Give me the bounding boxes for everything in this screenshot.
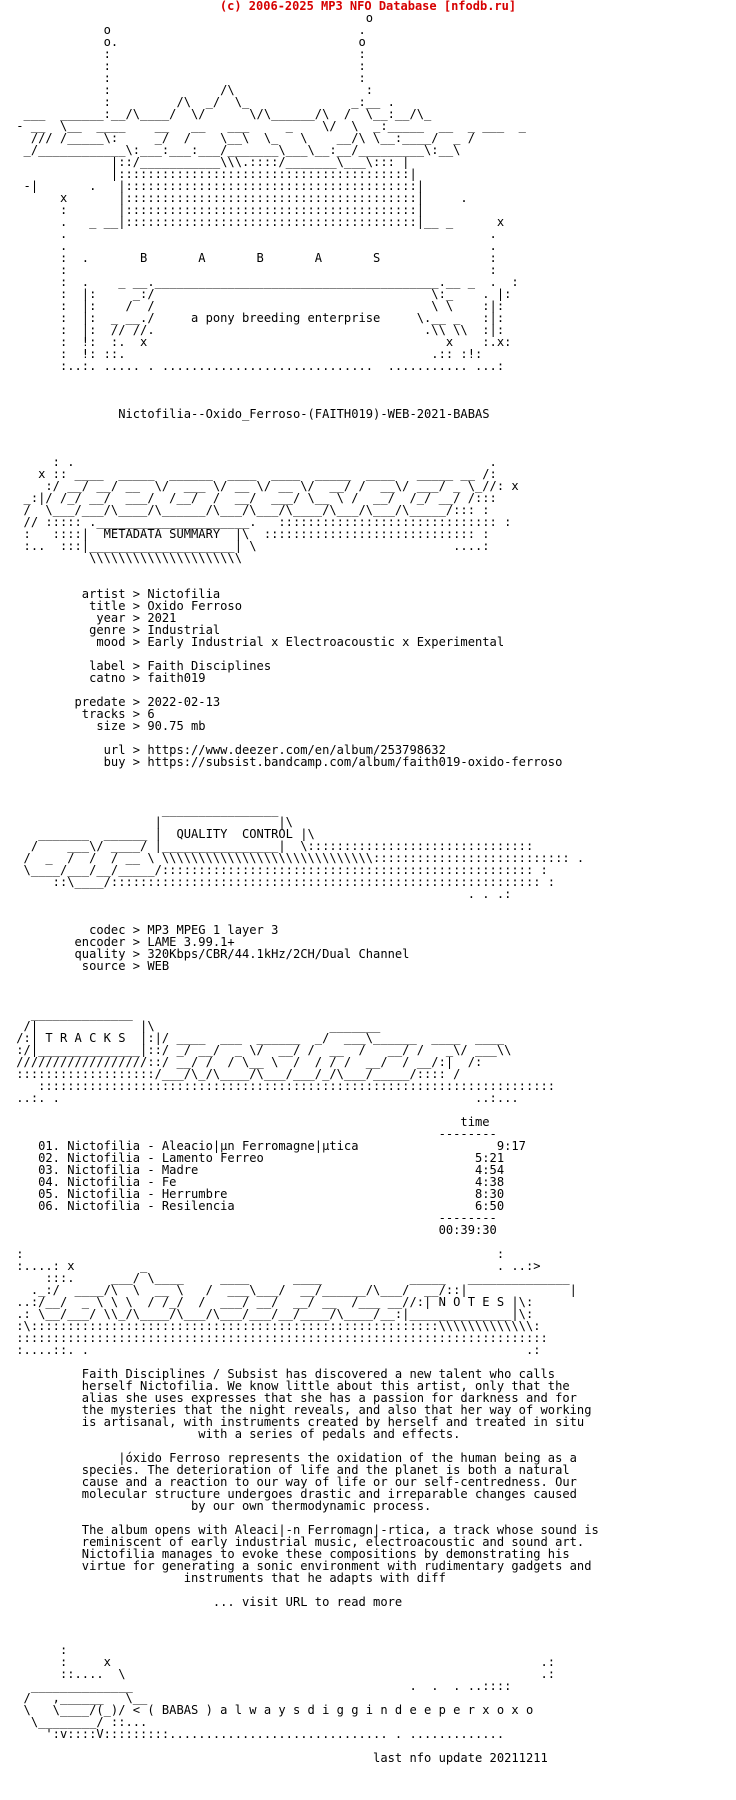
nfo-line: Nictofilia--Oxido_Ferroso-(FAITH019)-WEB-2021-BABAS xyxy=(9,407,490,421)
nfo-line: ___ ______:__/\____/ \/ \/\______/\ / \__:__/\_ xyxy=(9,107,432,121)
nfo-line: \____/___/__/_____/::::::::::::::::::::::::::::::::::::::::::::::::::: : xyxy=(9,863,548,877)
nfo-line: : /\ : xyxy=(9,83,374,97)
nfo-line: ..:/__/ _ \ \ \ / /_/ / ___/ __/ __/ __ /___ __//:| N O T E S |\: xyxy=(9,1295,534,1309)
nfo-line: by our own thermodynamic process. xyxy=(9,1499,432,1513)
nfo-line: time xyxy=(9,1115,490,1129)
nfo-line: last nfo update 20211211 xyxy=(9,1751,548,1765)
nfo-line: : |: _ __./ a pony breeding enterprise \.__ _ :|: xyxy=(9,311,505,325)
nfo-line: :/|______________|::/ _/ __/ _ \/ __/ / __ / __/ / _\/ ___\\ xyxy=(9,1043,512,1057)
nfo-line: title > Oxido Ferroso xyxy=(9,599,242,613)
nfo-line: is artisanal, with instruments created by herself and treated in situ xyxy=(9,1415,585,1429)
nfo-line: :....::. . .: xyxy=(9,1343,541,1357)
nfo-line: buy > https://subsist.bandcamp.com/album/faith019-oxido-ferroso xyxy=(9,755,563,769)
nfo-line: _/____________\:___:___:___/_______\___\__:__/_________\:__\ xyxy=(9,143,461,157)
nfo-line: genre > Industrial xyxy=(9,623,221,637)
nfo-line: /| |\ _______ xyxy=(9,1019,381,1033)
nfo-line: o xyxy=(9,11,374,25)
nfo-line: year > 2021 xyxy=(9,611,177,625)
nfo-line: /:| T R A C K S |:|/ ____ ___ ______ _/ ___\______ ____ ____ xyxy=(9,1031,505,1045)
nfo-line: \\\\\\\\\\\\\\\\\\\\\ xyxy=(9,551,242,565)
nfo-line: 02. Nictofilia - Lamento Ferreo 5:21 xyxy=(9,1151,505,1165)
nfo-line: //////////////////::/ __/ / / \__ \ / / / / __/ / __/:| /: xyxy=(9,1055,483,1069)
nfo-line: url > https://www.deezer.com/en/album/253798632 xyxy=(9,743,446,757)
nfo-line: : : xyxy=(9,1247,505,1261)
nfo-line: / ___\/ ____/ |________________| \::::::::::::::::::::::::::::::: xyxy=(9,839,534,853)
nfo-line: alias she uses expresses that she has a passion for darkness and for xyxy=(9,1391,577,1405)
nfo-line: :.. :::|____________________| \ ....: xyxy=(9,539,490,553)
nfo-line: o. o xyxy=(9,35,366,49)
nfo-line: -| . |::::::::::::::::::::::::::::::::::::::::| xyxy=(9,179,425,193)
nfo-line: quality > 320Kbps/CBR/44.1kHz/2CH/Dual Channel xyxy=(9,947,410,961)
nfo-line: ::\____/::::::::::::::::::::::::::::::::::::::::::::::::::::::::::: : xyxy=(9,875,556,889)
nfo-line: 03. Nictofilia - Madre 4:54 xyxy=(9,1163,505,1177)
nfo-line: :....: x _ . ..:> xyxy=(9,1259,541,1273)
nfo-line: ..:. . ..:... xyxy=(9,1091,519,1105)
nfo-line: // ::::: ._____________________. :::::::::::::::::::::::::::::: : xyxy=(9,515,512,529)
nfo-line: the mysteries that the night reveals, and also that her way of working xyxy=(9,1403,592,1417)
nfo-line: ... visit URL to read more xyxy=(9,1595,403,1609)
nfo-line: reminiscent of early industrial music, electroacoustic and sound art. xyxy=(9,1535,585,1549)
nfo-line: ::::::::::::::::::::::::::::::::::::::::::::::::::::::::::::::::::::::: xyxy=(9,1079,556,1093)
nfo-line: : xyxy=(9,1643,68,1657)
nfo-line: _______ ______ | QUALITY CONTROL |\ xyxy=(9,827,315,841)
copyright-header: (c) 2006-2025 MP3 NFO Database [nfodb.ru] xyxy=(219,0,517,13)
nfo-line: ________________ xyxy=(9,803,279,817)
nfo-line: : !: :. x x :.x: xyxy=(9,335,512,349)
nfo-line: The album opens with Aleaci|-n Ferromagn|-rtica, a track whose sound is xyxy=(9,1523,599,1537)
nfo-line: 05. Nictofilia - Herrumbre 8:30 xyxy=(9,1187,505,1201)
nfo-line: :::. ___/ \____ ____ ____ _____ ______________ xyxy=(9,1271,570,1285)
nfo-line: : : xyxy=(9,71,366,85)
nfo-line: x :: ____ _____ ______ ____ ____ _____ ____ _____ __ /: xyxy=(9,467,497,481)
nfo-line: ':v::::V:::::::::.............................. . ............. xyxy=(9,1727,505,1741)
nfo-line: : : xyxy=(9,47,366,61)
nfo-line: -------- xyxy=(9,1211,497,1225)
nfo-line: herself Nictofilia. We know little about this artist, only that the xyxy=(9,1379,570,1393)
nfo-line: 04. Nictofilia - Fe 4:38 xyxy=(9,1175,505,1189)
nfo-line: : |: _:/ \:_ . |: xyxy=(9,287,512,301)
nfo-line: |óxido Ferroso represents the oxidation of the human being as a xyxy=(9,1451,577,1465)
nfo-line: 00:39:30 xyxy=(9,1223,497,1237)
nfo-line: . . xyxy=(9,227,497,241)
nfo-line: : /\ _/ \_ _:__ . xyxy=(9,95,395,109)
nfo-line: : . . xyxy=(9,455,497,469)
nfo-text xyxy=(9,12,599,1764)
nfo-line: ::.... \ .: xyxy=(9,1667,556,1681)
nfo-line: :..:. ..... . ............................. ........... ...: xyxy=(9,359,505,373)
nfo-line: ______________ xyxy=(9,1007,133,1021)
nfo-line: - __ \__ ____ __ __ ___ _ \/ \ _:_____ __ _ ___ _ xyxy=(9,119,526,133)
nfo-line: artist > Nictofilia xyxy=(9,587,221,601)
nfo-line: ______________ . . . ..:::: xyxy=(9,1679,512,1693)
nfo-line: : . _ __._______________________________________.__ _ . : xyxy=(9,275,519,289)
nfo-line: with a series of pedals and effects. xyxy=(9,1427,461,1441)
nfo-line: : . B A B A S : xyxy=(9,251,497,265)
nfo-line: \ \____/(_)/ < ( BABAS ) a l w a y s d i g g i n d e e p e r x o x o xyxy=(9,1703,534,1717)
nfo-line: predate > 2022-02-13 xyxy=(9,695,221,709)
nfo-line: . . .: xyxy=(9,887,512,901)
nfo-line: ::::::::::::::::::::::::::::::::::::::::::::::::::::::::::::::::::::::::: xyxy=(9,1331,548,1345)
nfo-line: size > 90.75 mb xyxy=(9,719,206,733)
nfo-line: :::::::::::::::::::/___/\_/\____/\___/___/_/\___/_____/:::: / xyxy=(9,1067,461,1081)
nfo-line: / ,______ \__ xyxy=(9,1691,148,1705)
nfo-line: \________/ ::... xyxy=(9,1715,148,1729)
nfo-line: source > WEB xyxy=(9,959,170,973)
nfo-line: :\::::::::::::::::::::::::::::::::::::::::::::::::::::::::\\\\\\\\\\\\\: xyxy=(9,1319,541,1333)
nfo-line: : : xyxy=(9,59,366,73)
nfo-line: |::/___________\\\.::::/_______\___\::: | xyxy=(9,155,410,169)
nfo-line: 01. Nictofilia - Aleacio|µn Ferromagne|µtica 9:17 xyxy=(9,1139,526,1153)
nfo-line: instruments that he adapts with diff xyxy=(9,1571,446,1585)
nfo-line: catno > faith019 xyxy=(9,671,206,685)
nfo-line: 06. Nictofilia - Resilencia 6:50 xyxy=(9,1199,505,1213)
nfo-line: : x .: xyxy=(9,1655,556,1669)
nfo-line: : |: // //. .\\ \\ :|: xyxy=(9,323,505,337)
nfo-line: label > Faith Disciplines xyxy=(9,659,272,673)
nfo-line: ._:/ ____/\ \ __ \ / ___\___/ __/______/\___/ __/::| | xyxy=(9,1283,577,1297)
nfo-line: .: \__/___/ \\_/\____/\___/\___/___/__/____/\____/__:|______________|\: xyxy=(9,1307,534,1321)
nfo-line: cause and a reaction to our way of life or our self-centredness. Our xyxy=(9,1475,577,1489)
nfo-line: encoder > LAME 3.99.1+ xyxy=(9,935,235,949)
nfo-line: |::::::::::::::::::::::::::::::::::::::::| xyxy=(9,167,417,181)
nfo-line: | |\ xyxy=(9,815,293,829)
nfo-line: Nictofilia manages to evoke these compositions by demonstrating his xyxy=(9,1547,570,1561)
nfo-line: -------- xyxy=(9,1127,497,1141)
nfo-line: virtue for generating a sonic environment with rudimentary gadgets and xyxy=(9,1559,592,1573)
nfo-line: : !: ::. .:: :!: xyxy=(9,347,483,361)
nfo-line: _:|/ /_/ __/ ___/ /__/ / __/ ___/ \__ \ / __/ /_/ __/ /::: xyxy=(9,491,497,505)
nfo-line: : |: / / \ \ :|: xyxy=(9,299,505,313)
nfo-line: /// /_____\: _/ / \__\ \_ \ __/\ \__:____/ _ / xyxy=(9,131,475,145)
nfo-line: . . xyxy=(9,239,497,253)
nfo-line: . _ __|::::::::::::::::::::::::::::::::::::::::|__ _ x xyxy=(9,215,505,229)
nfo-line: / \___/___/\____/\______/\___/\___/\____/\___/\___/\_____/::: : xyxy=(9,503,490,517)
nfo-line: molecular structure undergoes drastic and irreparable changes caused xyxy=(9,1487,577,1501)
nfo-line: :/ __/ __/ __ \/ ___ \/ __ \/ __ \/ __/ / __\/ ___/ _ \_//: x xyxy=(9,479,519,493)
nfo-line: species. The deterioration of life and the planet is both a natural xyxy=(9,1463,570,1477)
nfo-line: / _ / / / __ \ \\\\\\\\\\\\\\\\\\\\\\\\\\\\\::::::::::::::::::::::::::: . xyxy=(9,851,585,865)
nfo-line: Faith Disciplines / Subsist has discovered a new talent who calls xyxy=(9,1367,556,1381)
nfo-line: : |::::::::::::::::::::::::::::::::::::::::| xyxy=(9,203,425,217)
nfo-line: codec > MP3 MPEG 1 layer 3 xyxy=(9,923,279,937)
nfo-line: mood > Early Industrial x Electroacoustic x Experimental xyxy=(9,635,505,649)
nfo-line: : : xyxy=(9,263,497,277)
nfo-line: o . xyxy=(9,23,366,37)
nfo-line: : ::::| METADATA SUMMARY |\ ::::::::::::::::::::::::::::: : xyxy=(9,527,490,541)
nfo-line: x |::::::::::::::::::::::::::::::::::::::::| . xyxy=(9,191,468,205)
nfo-line: tracks > 6 xyxy=(9,707,155,721)
